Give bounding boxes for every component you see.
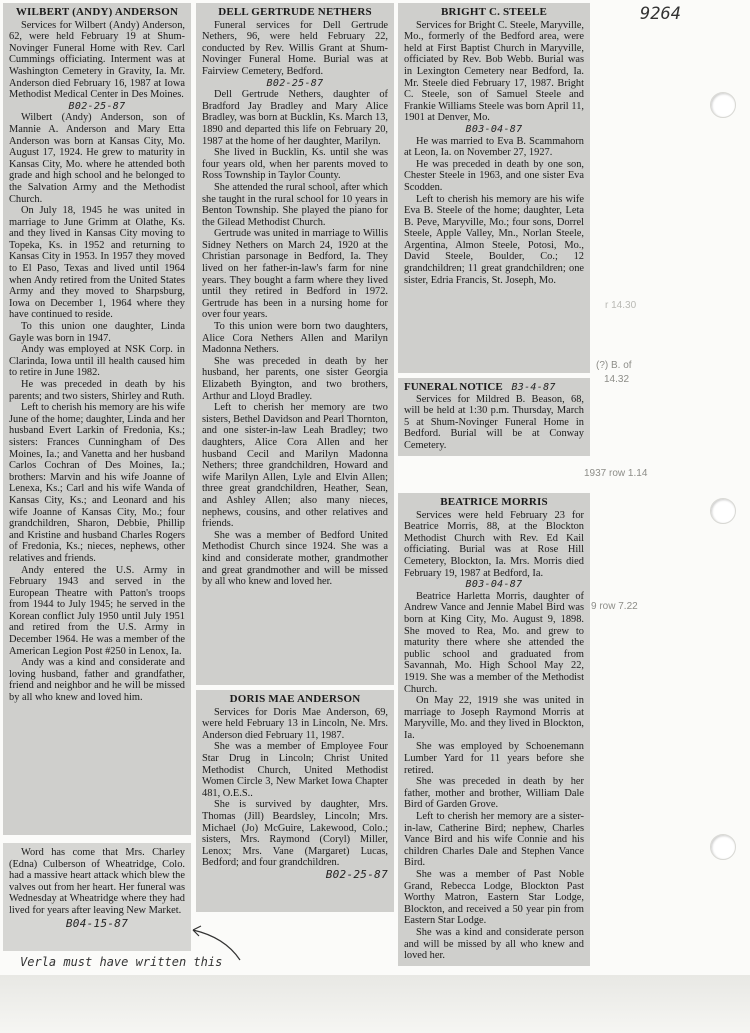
handwritten-date: B03-04-87 <box>465 579 523 591</box>
handwritten-date: B04-15-87 <box>65 916 129 930</box>
paragraph: She was a member of Employee Four Star Drug in Lincoln; Christ United Methodist Church, United Methodist Women Circle 3, New Market Iowa Chapter 481, O.E.S.. <box>202 741 388 799</box>
ghost-note-c: 14.32 <box>604 374 630 385</box>
obituary-wilbert-anderson <box>3 3 191 835</box>
paragraph: Services for Doris Mae Anderson, 69, were held February 13 in Lincoln, Ne. Mrs. Anderson died February 11, 1987. <box>202 706 388 741</box>
headline: DELL GERTRUDE NETHERS <box>218 6 372 18</box>
obituary-dell-nethers <box>196 3 394 685</box>
headline: DORIS MAE ANDERSON <box>229 693 361 705</box>
handwritten-date: B02-25-87 <box>325 867 388 881</box>
paragraph: Word has come that Mrs. Charley (Edna) Culberson of Wheatridge, Colo. had a massive heart attack which blew the valves out from her heart. Her funeral was Wednesday at Wheatridge where they had lived for years after leaving New Market. <box>9 847 185 916</box>
hole-punch-middle <box>710 498 736 524</box>
paragraph: She was a kind and considerate person and will be missed by all who knew and loved her. <box>404 926 584 962</box>
notice-culberson <box>3 843 191 951</box>
paragraph: Beatrice Harletta Morris, daughter of Andrew Vance and Jennie Mabel Bird was born at King City, Mo. August 9, 1898. She moved to Rea, Mo. and grew to maturity there where she attended the public school and graduated from Savannah, Mo. High School May 22, 1919. She was a member of the Methodist Church. <box>404 590 584 695</box>
handwritten-date: B03-04-87 <box>465 123 523 135</box>
paragraph: Left to cherish her memory are two sisters, Bethel Davidson and Pearl Thornton, and one sister-in-law Leah Bradley; two daughters, Alice Cora Allen and her husband Cecil and Marilyn Madonna Nethers; three grandchildren, Howard and wife Marilyn Allen, Lyle and Elvin Allen; three great grandchildren, Heather, Sean, and Ashley Allen; also many nieces, nephews, cousins, and other relatives and friends. <box>202 402 388 530</box>
funeral-notice-beason <box>398 378 590 456</box>
headline: BRIGHT C. STEELE <box>440 6 547 18</box>
paragraph: He was married to Eva B. Scammahorn at Leon, Ia. on November 27, 1927. <box>404 135 584 159</box>
obituary-bright-steele <box>398 3 590 373</box>
page-number: 9264 <box>640 4 681 24</box>
handwritten-date: B3-4-87 <box>511 382 556 393</box>
handwritten-date: B02-25-87 <box>266 77 324 89</box>
paragraph: She attended the rural school, after which she taught in the rural school for 10 years in Benton Township. She played the piano for the Gilead Methodist Church. <box>202 181 388 228</box>
paragraph: Andy entered the U.S. Army in February 1943 and served in the European Theatre with Patton's troops from 1944 to July 1945; he served in the Korean conflict July 1950 until July 1951 and retired from the U.S. Army in December 1964. He was a member of the American Legion Post #250 in Lenox, Ia. <box>9 564 185 657</box>
page-bottom-shadow <box>0 975 750 1033</box>
ghost-note-d: 1937 row 1.14 <box>584 468 648 479</box>
paragraph: Andy was employed at NSK Corp. in Clarinda, Iowa until ill health caused him to retire in June 1982. <box>9 344 185 379</box>
ghost-note-b: (?) B. of <box>596 360 632 371</box>
paragraph: She was a member of Past Noble Grand, Rebecca Lodge, Blockton Past Worthy Matron, Eastern Star Lodge, Blockton, and received a 50 year pin from Eastern Star Lodge. <box>404 869 584 927</box>
paragraph: He was preceded in death by one son, Chester Steele in 1963, and one sister Eva Scodden. <box>404 158 584 193</box>
paragraph: She was preceded in death by her husband, her parents, one sister Georgia Elizabeth Byington, and two brothers, Arthur and Lloyd Bradley. <box>202 355 388 402</box>
obituary-beatrice-morris <box>398 493 590 966</box>
paragraph: Left to cherish his memory are his wife Eva B. Steele of the home; daughter, Leta B. Peve, Maryville, Mo.; four sons, Dorrel Steele, Apple Valley, Mn., Norlan Steele, Argentina, Almon Steele, Potosi, Mo., David Steele, Boulder, Co.; 12 grandchildren; 11 great grandchildren; one sister, Edria Francis, St. Joseph, Mo. <box>404 193 584 286</box>
paragraph: Services for Bright C. Steele, Maryville, Mo., formerly of the Bedford area, were held at First Baptist Church in Maryville, officiated by Rev. Bob Webb. Burial was in Lexington Cemetery near Bedford, Ia. Mr. Steele died February 17, 1987. Bright C. Steele, son of Samuel Steele and Frankie Williams Steele was born April 11, 1901 at Denver, Mo. <box>404 19 584 124</box>
paragraph: She is survived by daughter, Mrs. Thomas (Jill) Beardsley, Lincoln; Mrs. Michael (Jo) McGuire, Lakewood, Colo.; sisters, Mrs. Raymond (Coryl) Miller, Lenox; Mrs. Vane (Margaret) Lucas, Bedford; and four grandchildren. <box>202 799 388 869</box>
paragraph: On July 18, 1945 he was united in marriage to June Grimm at Olathe, Ks. and they lived in Kansas City moving to Topeka, Ks. in 1952 and returning to Kansas City in 1953. In 1957 they moved to El Paso, Texas and lived until 1964 when Andy retired from the United States Army and they moved to Sharpsburg, Iowa on December 1, 1964 where they have continued to reside. <box>9 205 185 321</box>
hole-punch-bottom <box>710 834 736 860</box>
paragraph: She was a member of Bedford United Methodist Church since 1924. She was a kind and considerate mother, grandmother and great grandmother and will be missed by all who knew and loved her. <box>202 529 388 588</box>
ghost-note-a: r 14.30 <box>605 300 637 311</box>
headline: WILBERT (ANDY) ANDERSON <box>15 6 179 18</box>
paragraph: Left to cherish his memory are his wife June of the home; daughter, Linda and her husband Evert Larkin of Fredonia, Ks.; sisters: Frances Cunningham of Des Moines, Ia.; and Vanetta and her husband Carlos Cochran of Des Moines, Ia.; brothers: Marvin and his wife Joanne of Lenexa, Ks.; Carl and his wife Wanda of Kansas City, Ks.; and Leonard and his wife Joanne of Kansas City, Mo.; four grandchildren, Sharon, Debbie, Phillip and Kristine and husband Charles Rogers of Fredonia, Ks.; nieces, nephews, other relatives and friends. <box>9 402 185 564</box>
paragraph: On May 22, 1919 she was united in marriage to Joseph Raymond Morris at Maryville, Mo. and they lived in Blockton, Ia. <box>404 695 584 741</box>
hand-drawn-arrow-icon <box>185 920 245 965</box>
paragraph: Dell Gertrude Nethers, daughter of Bradford Jay Bradley and Mary Alice Bradley, was born at Bucklin, Ks. March 13, 1890 and departed this life on February 20, 1987 at the home of her daughter, Marilyn. <box>202 89 388 147</box>
paragraph: Funeral services for Dell Gertrude Nethers, 96, were held February 22, conducted by Rev. Willis Grant at Shum-Novinger Funeral Home. Burial was at Fairview Cemetery, Bedford. <box>202 19 388 77</box>
obituary-doris-anderson <box>196 690 394 912</box>
paragraph: Services were held February 23 for Beatrice Morris, 88, at the Blockton Methodist Church with Rev. Ed Kail officiating. Burial was at Rose Hill Cemetery, Blockton, Ia. Mrs. Morris died February 19, 1987 at Bedford, Ia. <box>404 509 584 579</box>
ghost-note-e: 9 row 7.22 <box>591 601 638 612</box>
headline: BEATRICE MORRIS <box>440 496 548 508</box>
paragraph: Services for Wilbert (Andy) Anderson, 62, were held February 19 at Shum-Novinger Funeral Home with Rev. Carl Cummings officiating. Interment was at Washington Cemetery in Gravity, Ia. Mr. Anderson died February 16, 1987 at Iowa Methodist Medical Center in Des Moines. <box>9 19 185 101</box>
paragraph: Left to cherish her memory are a sister-in-law, Catherine Bird; nephew, Charles Vance Bird and his wife Connie and his children Charles Dale and Stephen Vance Bird. <box>404 811 584 869</box>
paragraph: Services for Mildred B. Beason, 68, will be held at 1:30 p.m. Thursday, March 5 at Shum-Novinger Funeral Home in Bedford. Burial will be at Conway Cemetery. <box>404 393 584 451</box>
paragraph: Andy was a kind and considerate and loving husband, father and grandfather, friend and neighbor and he will be missed by all who knew and loved him. <box>9 657 185 704</box>
handwritten-note: Verla must have written this <box>20 955 223 969</box>
paragraph: She was preceded in death by her father, mother and brother, William Dale Bird of Garden Grove. <box>404 776 584 811</box>
paragraph: Wilbert (Andy) Anderson, son of Mannie A. Anderson and Mary Etta Anderson was born at Kansas City, Mo. August 17, 1924. He grew to maturity in Kansas City, Mo. where he attended both grade and high school and he belonged to the Salvation Army and the Methodist Church. <box>9 112 185 205</box>
paragraph: He was preceded in death by his parents; and two sisters, Shirley and Ruth. <box>9 379 185 402</box>
paragraph: She was employed by Schoenemann Lumber Yard for 11 years before she retired. <box>404 741 584 776</box>
paragraph: Gertrude was united in marriage to Willis Sidney Nethers on March 24, 1920 at the Christian parsonage in Bedford, Ia. They lived on her father-in-law's farm for nine years. They bought a farm where they lived until they retired in Bedford in 1972. Gertrude has been in a nursing home for over four years. <box>202 228 388 321</box>
headline: FUNERAL NOTICE <box>404 381 503 393</box>
hole-punch-top <box>710 92 736 118</box>
paragraph: To this union were born two daughters, Alice Cora Nethers Allen and Marilyn Madonna Nethers. <box>202 321 388 356</box>
paragraph: To this union one daughter, Linda Gayle was born in 1947. <box>9 321 185 344</box>
handwritten-date: B02-25-87 <box>68 100 126 112</box>
paragraph: She lived in Bucklin, Ks. until she was four years old, when her parents moved to Ross Township in Taylor County. <box>202 147 388 182</box>
